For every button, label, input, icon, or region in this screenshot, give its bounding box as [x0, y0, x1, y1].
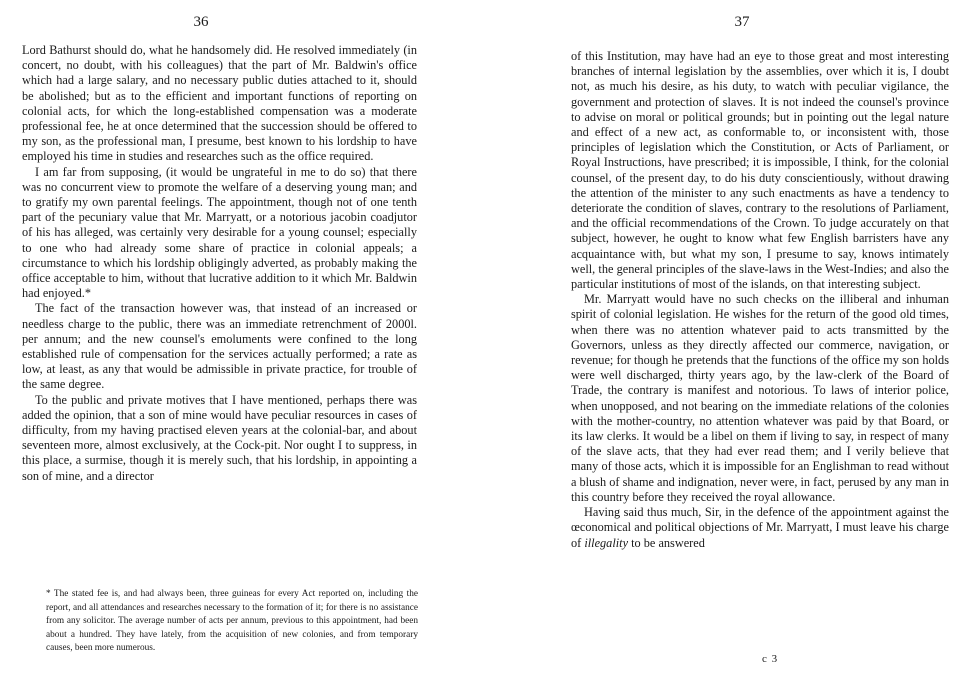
paragraph: The fact of the transaction however was, that instead of an increased or needless charge to the public, there was an immediate retrenchment of 2000l. per annum; and the new counsel's emoluments were confined to the long established rule of compensation for the services actually performed; a rate as low, at least, as any that would be admissible in private practice, for trouble of the same degree. [22, 301, 417, 392]
paragraph: To the public and private motives that I have mentioned, perhaps there was added the opinion, that a son of mine would have peculiar resources in cases of difficulty, from my having practised eleven years at the colonial-bar, and about seventeen more, almost exclusively, at the Cock-pit. Nor ought I to suppress, in this place, a surmise, though it is merely such, that his lordship, in appointing a son of mine, and a director [22, 392, 417, 483]
page-body [22, 43, 417, 484]
page-number: 37 [734, 14, 750, 30]
paragraph: I am far from supposing, (it would be ungrateful in me to do so) that there was no concurrent view to promote the welfare of a deserving young man; and to gratify my own parental feelings. The appointment, though not of one tenth part of the pecuniary value that Mr. Marryatt, or a notorious jacobin coadjutor of his has alleged, was certainly very desirable for a young counsel; especially to one who had already some share of practice in colonial appeals; a circumstance to which his lordship obligingly adverted, as probably making the office acceptable to him, without that lucrative addition to it which Mr. Baldwin had enjoyed.* [22, 164, 417, 301]
paragraph: Mr. Marryatt would have no such checks on the illiberal and inhuman spirit of colonial legislation. He wishes for the return of the good old times, when there was no attention whatever paid to acts transmitted by the Governors, unless as they directly affected our commerce, navigation, or revenue; for though he pretends that the functions of the office my son holds were well discharged, thirty years ago, by the law-clerk of the Board of Trade, the contrary is manifest and notorious. To laws of interior police, when unopposed, and not bearing on the immediate relations of the colonies with the mother-country, no attention whatever was paid by that Board, or its law clerks. It would be a libel on them if living to say, in respect of many of the slave acts, that they had ever read them; and I verily believe that many of those acts, which it is impossible for an Englishman to read without a blush of shame and indignation, never were, in fact, perused by any man in this country before they received the royal allowance. [571, 292, 950, 504]
paragraph-lead: Having said thus much, Sir, in the defence of the appointment against the œconomical and political objections of Mr. Marryatt, I must leave his charge of [571, 505, 949, 550]
right-page [490, 0, 980, 678]
footnote: * The stated fee is, and had always been, three guineas for every Act reported on, including the report, and all attendances and researches necessary to the formation of it; for there is no assistance from any solicitor. The average number of acts per annum, previous to this appointment, had been about a hundred. They have lately, from the acquisition of new colonies, and from temporary causes, been more numerous. [46, 589, 418, 654]
signature-mark: c 3 [762, 653, 779, 665]
paragraph [571, 505, 949, 551]
page-body [571, 49, 949, 551]
emphasis-word: illegality [584, 535, 629, 550]
paragraph-tail: to be answered [628, 535, 705, 550]
paragraph: of this Institution, may have had an eye to those great and most interesting branches of internal legislation by the assemblies, over which it is, I doubt not, as much his desire, as his duty, to watch with peculiar vigilance, the government and protection of slaves. It is not indeed the counsel's province to advise on moral or political grounds; but in pointing out the legal nature and effect of a new act, as conformable to, or inconsistent with, those principles of legislation which the Constitution, or Acts of Parliament, or Royal Instructions, have prescribed; it is impossible, I think, for the colonial counsel, of the present day, to do his duty conscientiously, without drawing the attention of the minister to any such enactments as have a tendency to deteriorate the condition of slaves, contrary to the resolutions of Parliament, and the official recommendations of the Crown. To judge accurately on that subject, however, he ought to know what few English barristers have any acquaintance with, but what my son, I presume to say, knows intimately well, the general principles of the slave-laws in the West-Indies; and also the particular institutions of most of the islands, on that interesting subject. [571, 49, 949, 292]
page-number: 36 [193, 14, 209, 30]
paragraph: Lord Bathurst should do, what he handsomely did. He resolved immediately (in concert, no doubt, with his colleagues) that the part of Mr. Baldwin's office which had a large salary, and no necessary public duties attached to it, should be abolished; but as to the efficient and important functions of reporting on colonial acts, for which the long-established compensation was a moderate professional fee, he at once determined that the succession should be offered to my son, as the professional man, I presume, best known to his lordship to have employed his time in studies and researches such as the office required. [22, 43, 417, 164]
